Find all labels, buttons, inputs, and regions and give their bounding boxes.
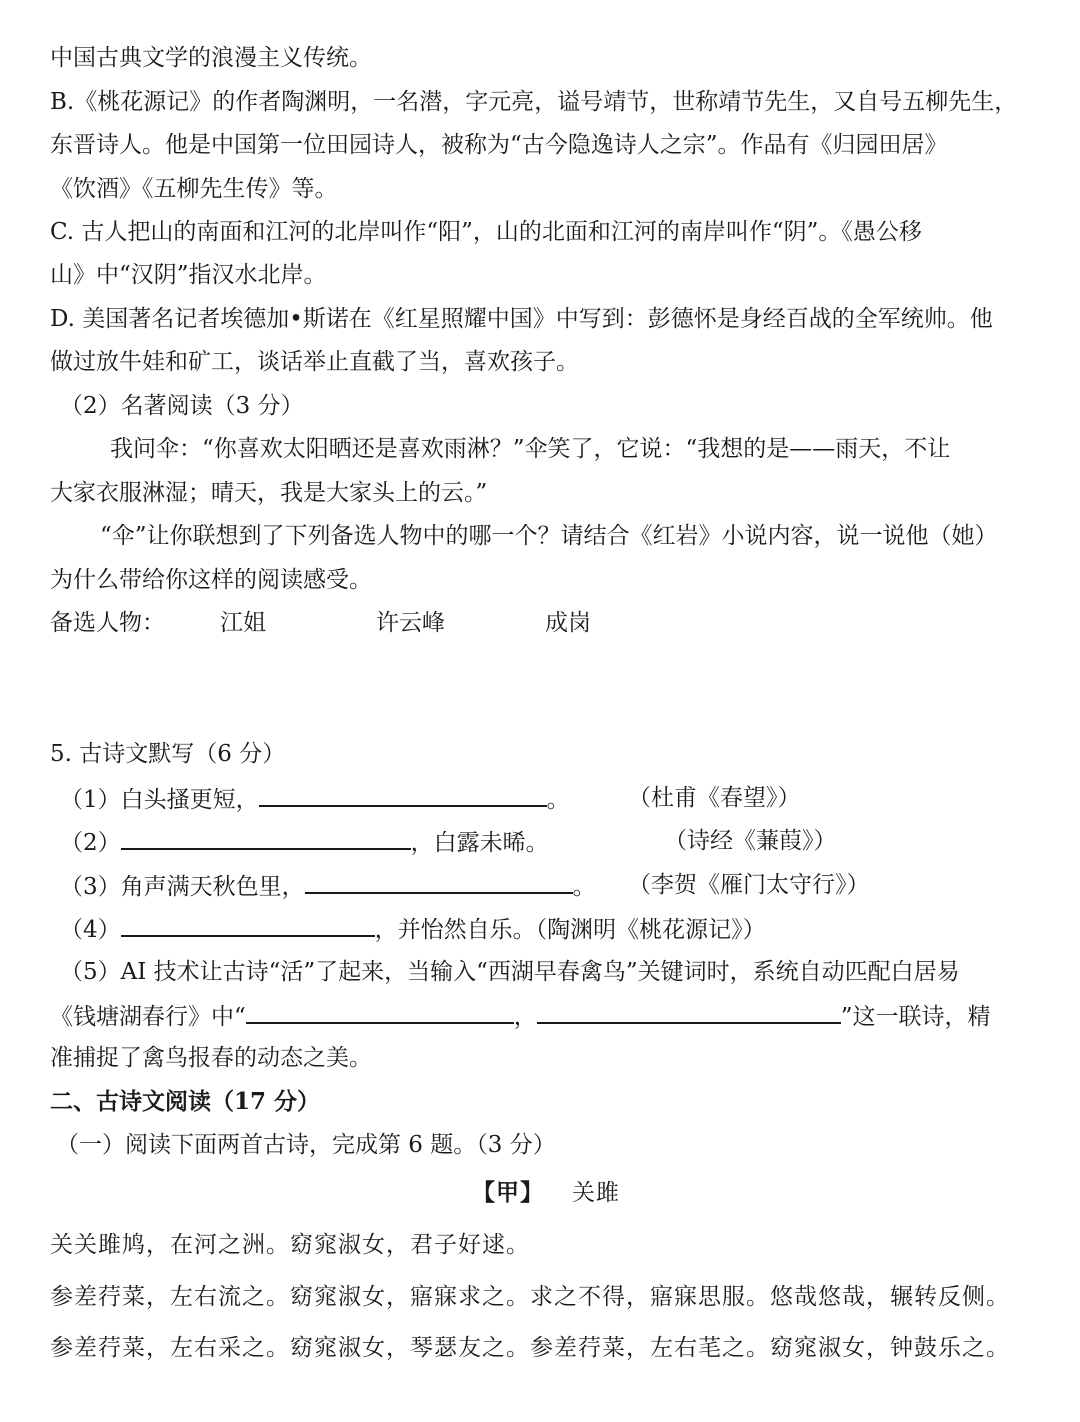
q5-item-3 (60, 870, 596, 902)
q5-item-2-source: （诗经《蒹葭》） (664, 828, 837, 854)
candidates-label: 备选人物： (50, 610, 165, 636)
answer-blank[interactable] (259, 783, 547, 807)
answer-blank[interactable] (121, 826, 411, 850)
question-line: 为什么带给你这样的阅读感受。 (50, 567, 372, 593)
poem-label: 【甲】 (472, 1179, 544, 1206)
q5-title: 5. 古诗文默写（6 分） (50, 741, 286, 767)
q5-item-3-suffix: 。 (572, 874, 596, 900)
q5-item-5-suffix: ”这一联诗，精 (840, 1004, 991, 1030)
option-d-line: D. 美国著名记者埃德加•斯诺在《红星照耀中国》中写到：彭德怀是身经百战的全军统帅。他 (50, 306, 993, 332)
q5-item-1-suffix: 。 (546, 787, 570, 813)
q5-item-5-prefix: 《钱塘湖春行》中“ (50, 1004, 246, 1030)
poem-line: 参差荇菜，左右采之。窈窕淑女，琴瑟友之。参差荇菜，左右芼之。窈窕淑女，钟鼓乐之。 (50, 1335, 1010, 1361)
candidates-row (50, 608, 165, 638)
q5-item-4-prefix: （4） (60, 917, 121, 943)
q5-item-1-prefix: （1）白头搔更短， (60, 787, 259, 813)
text-line: 《饮酒》《五柳先生传》等。 (50, 176, 338, 202)
option-c-line: C. 古人把山的南面和江河的北岸叫作“阳”，山的北面和江河的南岸叫作“阴”。《愚公移 (50, 219, 922, 245)
poem-title: 关雎 (572, 1180, 620, 1206)
q5-item-5-comma: ， (513, 1004, 537, 1030)
answer-blank[interactable] (246, 1000, 514, 1024)
section-2-title: 二、古诗文阅读（17 分） (50, 1088, 321, 1115)
option-b-line: B.《桃花源记》的作者陶渊明，一名潜，字元亮，谥号靖节，世称靖节先生，又自号五柳先生， (50, 89, 1018, 115)
text-line: 山》中“汉阴”指汉水北岸。 (50, 262, 327, 288)
poem-line: 关关雎鸠，在河之洲。窈窕淑女，君子好逑。 (50, 1232, 530, 1258)
q5-item-1-source: （杜甫《春望》） (628, 785, 801, 811)
q5-item-5-line2 (50, 1000, 991, 1032)
q5-item-1 (60, 783, 570, 815)
text-line: 东晋诗人。他是中国第一位田园诗人，被称为“古今隐逸诗人之宗”。作品有《归园田居》 (50, 132, 948, 158)
q5-item-5-line3: 准捕捉了禽鸟报春的动态之美。 (50, 1045, 372, 1071)
passage-line: 大家衣服淋湿；晴天，我是大家头上的云。” (50, 480, 488, 506)
q5-item-4 (60, 913, 766, 945)
candidate-jiangjie: 江姐 (220, 610, 266, 636)
q5-item-2-prefix: （2） (60, 830, 121, 856)
poem-heading (472, 1178, 620, 1208)
q5-item-4-suffix: ，并怡然自乐。（陶渊明《桃花源记》） (374, 917, 766, 943)
q5-item-3-source: （李贺《雁门太守行》） (628, 872, 870, 898)
answer-blank[interactable] (305, 870, 573, 894)
subquestion-title: （2）名著阅读（3 分） (60, 393, 304, 419)
poem-line: 参差荇菜，左右流之。窈窕淑女，寤寐求之。求之不得，寤寐思服。悠哉悠哉，辗转反侧。 (50, 1284, 1010, 1310)
q5-item-2-suffix: ，白露未晞。 (410, 830, 549, 856)
candidate-chenggang: 成岗 (545, 610, 591, 636)
text-line: 中国古典文学的浪漫主义传统。 (50, 45, 372, 71)
text-line: 做过放牛娃和矿工，谈话举止直截了当，喜欢孩子。 (50, 349, 579, 375)
q5-item-5-line1: （5）AI 技术让古诗“活”了起来，当输入“西湖早春禽鸟”关键词时，系统自动匹配白居易 (60, 959, 960, 985)
q5-item-2 (60, 826, 549, 858)
section-2-subtitle: （一）阅读下面两首古诗，完成第 6 题。（3 分） (56, 1132, 556, 1158)
q5-item-3-prefix: （3）角声满天秋色里， (60, 874, 305, 900)
answer-blank[interactable] (537, 1000, 841, 1024)
passage-line: 我问伞：“你喜欢太阳晒还是喜欢雨淋？”伞笑了，它说：“我想的是——雨天，不让 (110, 436, 951, 462)
answer-blank[interactable] (121, 913, 375, 937)
question-line: “伞”让你联想到了下列备选人物中的哪一个？请结合《红岩》小说内容，说一说他（她） (100, 523, 998, 549)
candidate-xuyunfeng: 许云峰 (376, 610, 445, 636)
